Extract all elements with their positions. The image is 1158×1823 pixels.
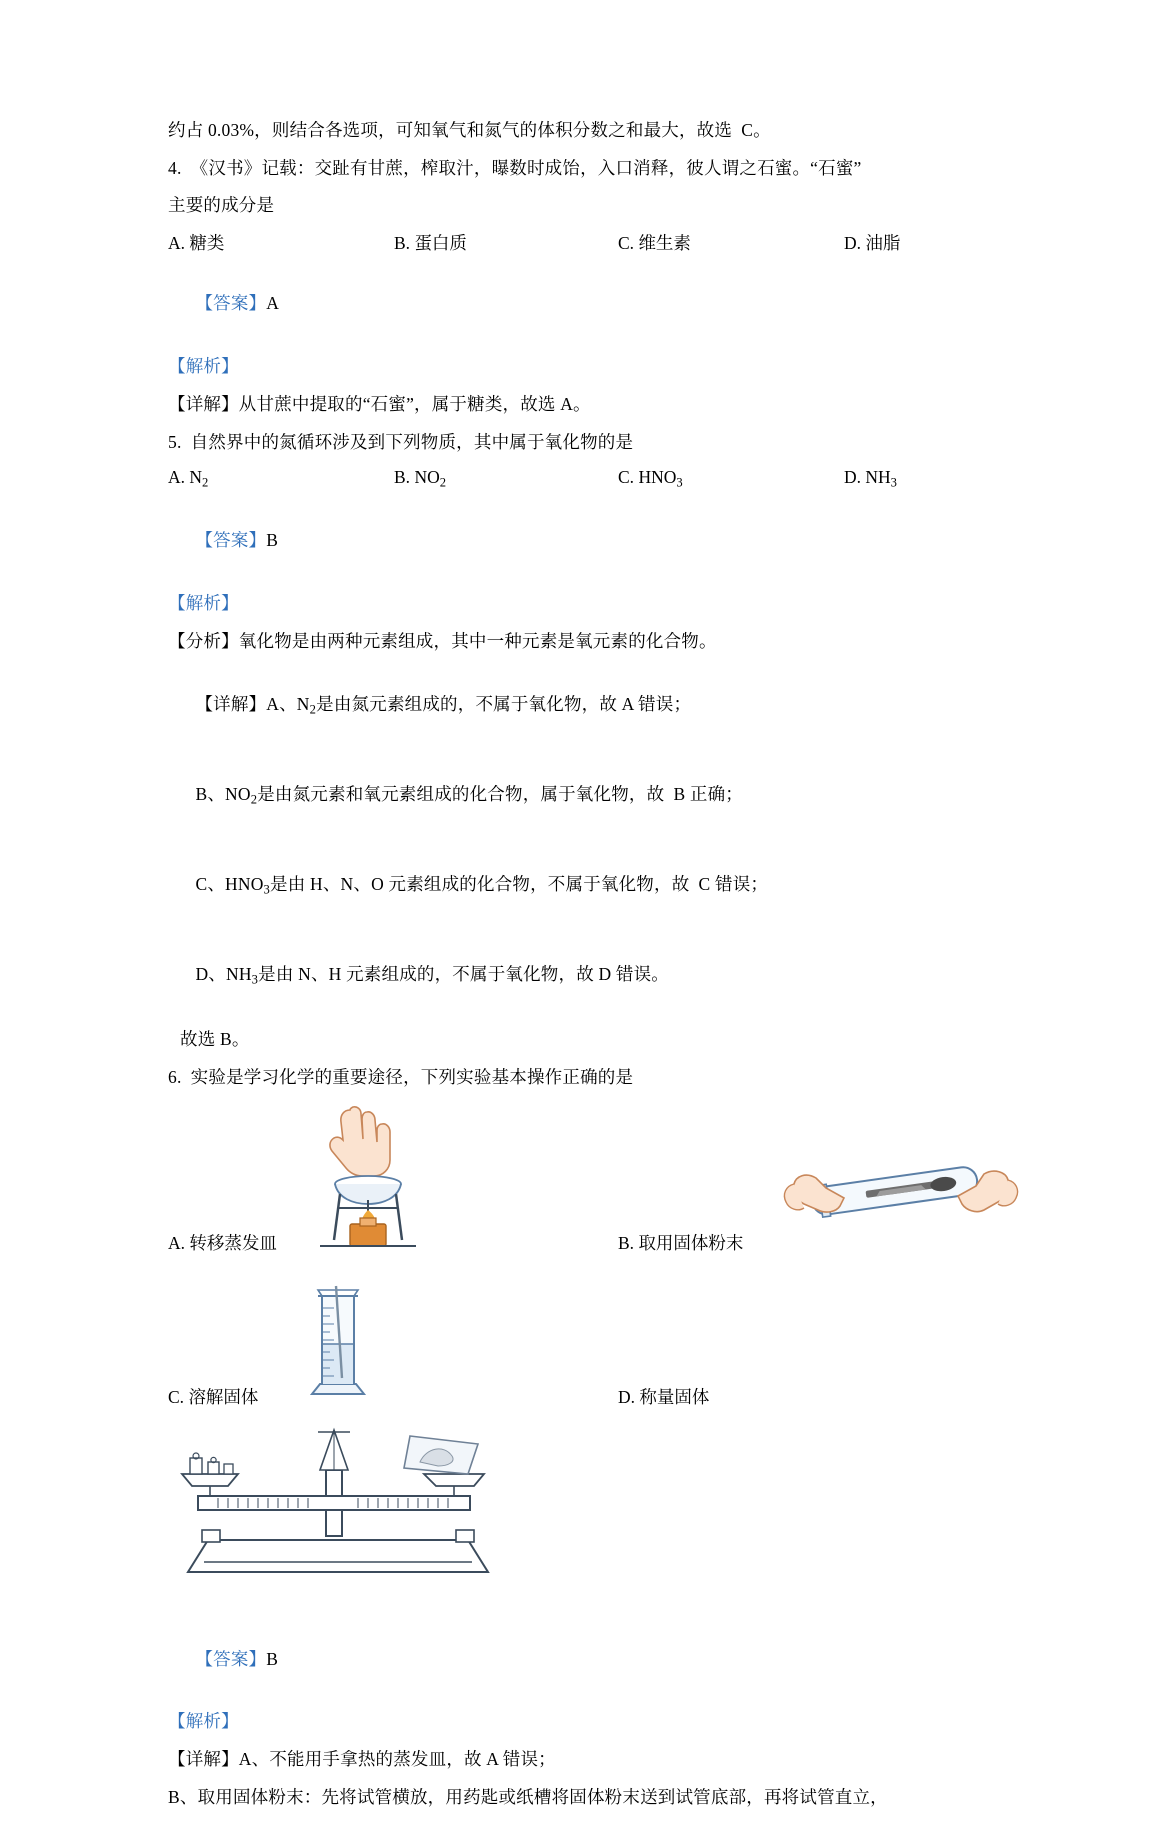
question5-detail-a-pre: 【详解】A、N bbox=[195, 693, 310, 714]
figure-evaporating-dish-hand bbox=[298, 1102, 448, 1252]
question6-choice-d-key: D. bbox=[618, 1386, 636, 1407]
question5-analysis-tag: 【解析】 bbox=[168, 593, 239, 614]
question5-detail-c-post: 是由 H、N、O 元素组成的化合物，不属于氧化物，故 C 错误； bbox=[270, 873, 769, 894]
question4-option-a-text: 糖类 bbox=[189, 232, 225, 253]
question5-detail-b bbox=[168, 757, 998, 834]
question4-option-d bbox=[844, 230, 900, 255]
question4-options bbox=[168, 230, 998, 254]
question5-option-b-sub: 2 bbox=[439, 475, 447, 490]
question6-choice-a-key: A. bbox=[168, 1232, 186, 1253]
question6-analysis-tag: 【解析】 bbox=[168, 1711, 239, 1732]
question6-answer-value: B bbox=[266, 1648, 279, 1669]
question4-answer-line bbox=[168, 267, 998, 342]
question6-figures bbox=[168, 1102, 998, 1622]
question6-choice-b-label bbox=[618, 1230, 743, 1255]
question4-answer-tag: 【答案】 bbox=[195, 293, 267, 314]
question5-detail-b-pre: B、NO bbox=[195, 783, 251, 804]
question4-answer-value: A bbox=[266, 293, 280, 314]
question5-answer-line bbox=[168, 504, 998, 579]
question5-option-c bbox=[618, 467, 683, 491]
question5-option-c-sub: 3 bbox=[676, 475, 683, 490]
question5-stem: 5. 自然界中的氮循环涉及到下列物质，其中属于氧化物的是 bbox=[168, 431, 634, 452]
question5-detail-d-sub: 3 bbox=[251, 972, 259, 987]
question5-analysis-para: 【分析】氧化物是由两种元素组成，其中一种元素是氧元素的化合物。 bbox=[168, 630, 717, 651]
question4-option-d-text: 油脂 bbox=[865, 232, 901, 253]
question6-choice-c-text: 溶解固体 bbox=[188, 1386, 259, 1407]
figure-balance-scale bbox=[158, 1412, 518, 1592]
question6-choice-a-text: 转移蒸发皿 bbox=[189, 1232, 277, 1253]
question5-detail-a bbox=[168, 667, 998, 744]
question5-option-a bbox=[168, 467, 208, 491]
question5-option-b-formula: NO bbox=[414, 466, 440, 487]
question4-option-b-text: 蛋白质 bbox=[414, 232, 467, 253]
question5-option-b-key: B. bbox=[394, 466, 411, 487]
question4-option-a-key: A. bbox=[168, 232, 186, 253]
question4-option-c bbox=[618, 230, 691, 255]
question5-option-a-formula: N bbox=[189, 466, 203, 487]
question5-option-a-sub: 2 bbox=[202, 475, 209, 490]
question5-detail-d bbox=[168, 937, 998, 1014]
question6-answer-tag: 【答案】 bbox=[195, 1648, 267, 1669]
question6-choice-b-key: B. bbox=[618, 1232, 635, 1253]
question6-detail-b: B、取用固体粉末：先将试管横放，用药匙或纸槽将固体粉末送到试管底部，再将试管直立， bbox=[168, 1787, 888, 1808]
question5-detail-a-sub: 2 bbox=[309, 702, 317, 717]
question5-detail-d-post: 是由 N、H 元素组成的，不属于氧化物，故 D 错误。 bbox=[258, 963, 669, 984]
question3-tail-text: 约占 0.03%，则结合各选项，可知氧气和氮气的体积分数之和最大，故选 C。 bbox=[168, 120, 771, 140]
question4-option-b-key: B. bbox=[394, 232, 411, 253]
question4-analysis-tag: 【解析】 bbox=[168, 356, 239, 377]
question5-options bbox=[168, 467, 998, 491]
question4-option-c-text: 维生素 bbox=[638, 232, 691, 253]
question4-option-b bbox=[394, 230, 467, 255]
question6-choice-a-label bbox=[168, 1230, 277, 1255]
question4-stem-line2: 主要的成分是 bbox=[168, 194, 275, 215]
question6-choice-d-label bbox=[618, 1384, 709, 1409]
page-content bbox=[168, 118, 998, 1823]
question4-option-d-key: D. bbox=[844, 232, 862, 253]
question6-stem: 6. 实验是学习化学的重要途径，下列实验基本操作正确的是 bbox=[168, 1066, 634, 1087]
question6-answer-line bbox=[168, 1622, 998, 1697]
question5-detail-a-post: 是由氮元素组成的，不属于氧化物，故 A 错误； bbox=[316, 693, 692, 714]
question6-choice-b-text: 取用固体粉末 bbox=[638, 1232, 744, 1253]
question5-option-d-sub: 3 bbox=[890, 475, 897, 490]
question5-option-b bbox=[394, 467, 446, 491]
question5-option-c-key: C. bbox=[618, 466, 635, 487]
question4-detail: 【详解】从甘蔗中提取的“石蜜”，属于糖类，故选 A。 bbox=[168, 393, 591, 414]
question5-option-d bbox=[844, 467, 897, 491]
question6-choice-c-key: C. bbox=[168, 1386, 185, 1407]
question5-detail-d-pre: D、NH bbox=[195, 963, 252, 984]
question5-detail-c-pre: C、HNO bbox=[195, 873, 264, 894]
question5-option-a-key: A. bbox=[168, 466, 186, 487]
question5-answer-tag: 【答案】 bbox=[195, 530, 267, 551]
question6-detail-a: 【详解】A、不能用手拿热的蒸发皿，故 A 错误； bbox=[168, 1749, 556, 1770]
question6-choice-c-label bbox=[168, 1384, 258, 1409]
question4-stem-line1: 4. 《汉书》记载：交趾有甘蔗，榨取汁，曝数时成饴，入口消释，彼人谓之石蜜。“石蜜” bbox=[168, 157, 862, 178]
question6-choice-d-text: 称量固体 bbox=[639, 1386, 710, 1407]
question5-option-d-formula: NH bbox=[865, 466, 891, 487]
question4-option-c-key: C. bbox=[618, 232, 635, 253]
question5-conclusion: 故选 B。 bbox=[180, 1029, 250, 1050]
question5-detail-b-sub: 2 bbox=[250, 792, 258, 807]
figure-test-tube-powder-hands bbox=[756, 1152, 1046, 1252]
question4-option-a bbox=[168, 230, 224, 255]
question5-detail-c bbox=[168, 847, 998, 924]
question5-option-d-key: D. bbox=[844, 466, 862, 487]
question5-option-c-formula: HNO bbox=[638, 466, 677, 487]
question5-answer-value: B bbox=[266, 530, 279, 551]
question5-detail-b-post: 是由氮元素和氧元素组成的化合物，属于氧化物，故 B 正确； bbox=[257, 783, 743, 804]
question5-detail-c-sub: 3 bbox=[263, 882, 271, 897]
figure-measuring-cylinder bbox=[278, 1282, 398, 1402]
